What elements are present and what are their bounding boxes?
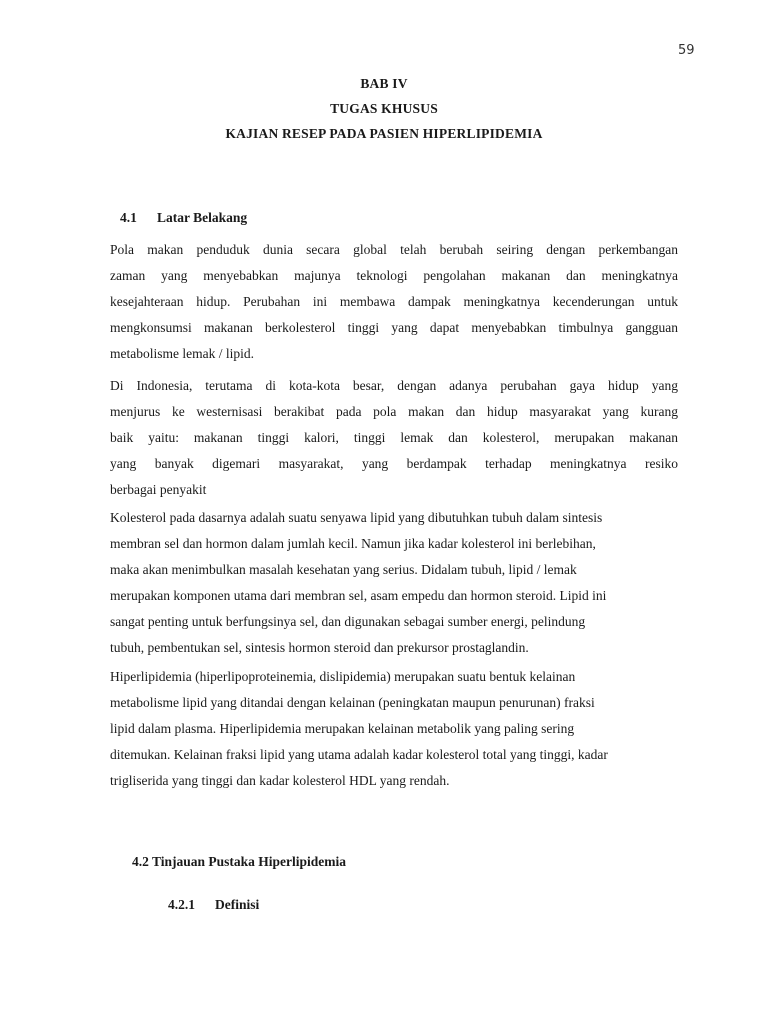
section-title: Definisi — [215, 897, 260, 912]
paragraph-1 — [110, 237, 678, 367]
text-line: Di Indonesia, terutama di kota-kota besar, dengan adanya perubahan gaya hidup yang — [110, 378, 678, 393]
text-line: lipid dalam plasma. Hiperlipidemia merupakan kelainan metabolik yang paling sering — [110, 721, 575, 736]
text-line: tubuh, pembentukan sel, sintesis hormon steroid dan prekursor prostaglandin. — [110, 640, 529, 655]
paragraph-2 — [110, 373, 678, 503]
section-number: 4.1 — [120, 210, 137, 225]
section-number: 4.2.1 — [168, 897, 195, 912]
section-heading-4-2: 4.2 Tinjauan Pustaka Hiperlipidemia — [132, 854, 347, 869]
text-line: Pola makan penduduk dunia secara global telah berubah seiring dengan perkembangan — [110, 242, 678, 257]
text-line: mengkonsumsi makanan berkolesterol tinggi yang dapat menyebabkan timbulnya gangguan — [110, 320, 678, 335]
text-line: berbagai penyakit — [110, 482, 207, 497]
text-line: menjurus ke westernisasi berakibat pada pola makan dan hidup masyarakat yang kurang — [110, 404, 678, 419]
text-line: maka akan menimbulkan masalah kesehatan yang serius. Didalam tubuh, lipid / lemak — [110, 562, 577, 577]
chapter-heading: BAB IV — [360, 76, 408, 91]
chapter-title: KAJIAN RESEP PADA PASIEN HIPERLIPIDEMIA — [225, 126, 543, 141]
text-line: merupakan komponen utama dari membran sel, asam empedu dan hormon steroid. Lipid ini — [110, 588, 607, 603]
section-title: Latar Belakang — [157, 210, 248, 225]
text-line: metabolisme lipid yang ditandai dengan kelainan (peningkatan maupun penurunan) fraksi — [110, 695, 595, 710]
paragraph-3 — [110, 505, 678, 661]
paragraph-4 — [110, 664, 678, 794]
text-line: Kolesterol pada dasarnya adalah suatu senyawa lipid yang dibutuhkan tubuh dalam sintesis — [110, 510, 603, 525]
page-number: 59 — [678, 43, 695, 58]
text-line: zaman yang menyebabkan majunya teknologi pengolahan makanan dan meningkatnya — [110, 268, 678, 283]
text-line: membran sel dan hormon dalam jumlah kecil. Namun jika kadar kolesterol ini berlebihan, — [110, 536, 596, 551]
text-line: yang banyak digemari masyarakat, yang berdampak terhadap meningkatnya resiko — [110, 456, 678, 471]
text-line: sangat penting untuk berfungsinya sel, dan digunakan sebagai sumber energi, pelindung — [110, 614, 586, 629]
text-line: ditemukan. Kelainan fraksi lipid yang utama adalah kadar kolesterol total yang tinggi, kadar — [110, 747, 608, 762]
text-line: trigliserida yang tinggi dan kadar kolesterol HDL yang rendah. — [110, 773, 450, 788]
text-line: Hiperlipidemia (hiperlipoproteinemia, dislipidemia) merupakan suatu bentuk kelainan — [110, 669, 576, 684]
text-line: baik yaitu: makanan tinggi kalori, tinggi lemak dan kolesterol, merupakan makanan — [110, 430, 678, 445]
section-heading-4-1 — [120, 210, 247, 226]
chapter-subtitle: TUGAS KHUSUS — [330, 101, 438, 116]
text-line: metabolisme lemak / lipid. — [110, 346, 254, 361]
section-heading-4-2-1 — [168, 897, 259, 913]
text-line: kesejahteraan hidup. Perubahan ini membawa dampak meningkatnya kecenderungan untuk — [110, 294, 678, 309]
